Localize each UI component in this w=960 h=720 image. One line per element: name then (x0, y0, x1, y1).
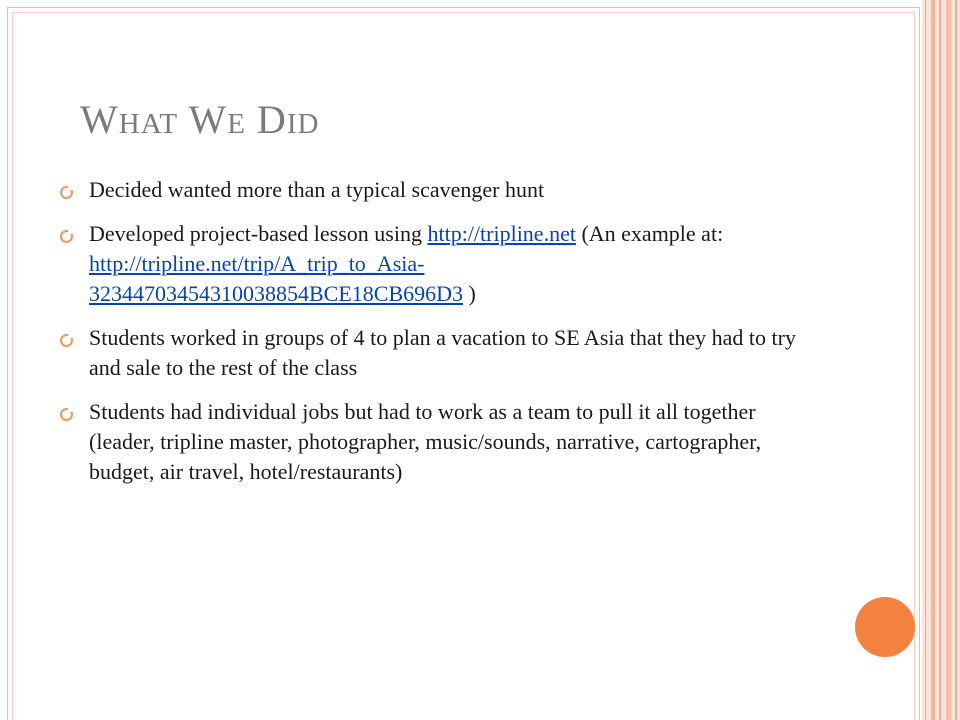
bullet-text: Students worked in groups of 4 to plan a vacation to SE Asia that they had to try and sale to the rest of the class (89, 325, 796, 380)
bullet-text: Developed project-based lesson using (89, 221, 428, 246)
stripe (939, 0, 941, 720)
stripe (925, 0, 926, 720)
title-initial: W (188, 97, 228, 142)
bullet-marker-icon (60, 408, 73, 421)
bullet-item (60, 175, 805, 205)
stripe (946, 0, 951, 720)
bullet-text: Students had individual jobs but had to work as a team to pull it all together (leader, tripline master, photographer, music/sounds, narrative, cartographer, budget, air travel, hotel/restaurants) (89, 399, 762, 484)
bullet-marker-icon (60, 334, 73, 347)
title-word (80, 97, 178, 142)
accent-circle (855, 597, 915, 657)
decorative-stripes (922, 0, 960, 720)
slide-title (80, 96, 319, 143)
link-text[interactable]: http://tripline.net/trip/A_trip_to_Asia- (89, 251, 425, 276)
bullet-text: (An example at: (575, 221, 724, 246)
title-word (257, 97, 320, 142)
title-rest: E (227, 108, 246, 140)
bullet-list (60, 175, 805, 501)
title-initial: W (80, 97, 119, 142)
bullet-item (60, 397, 805, 487)
bullet-marker-icon (60, 230, 73, 243)
bullet-marker-icon (60, 186, 73, 199)
bullet-item (60, 323, 805, 383)
stripe (955, 0, 957, 720)
tripline-link[interactable]: http://tripline.net (427, 221, 576, 246)
title-word (188, 97, 245, 142)
tripline-example-link[interactable] (89, 251, 463, 306)
bullet-text: ) (463, 281, 476, 306)
title-rest: ID (286, 108, 320, 140)
title-initial: D (256, 97, 287, 142)
link-text[interactable]: 32344703454310038854BCE18CB696D3 (89, 281, 464, 306)
bullet-item (60, 219, 805, 309)
bullet-text: Decided wanted more than a typical scavenger hunt (89, 177, 545, 202)
title-rest: HAT (118, 108, 179, 140)
stripe (931, 0, 935, 720)
